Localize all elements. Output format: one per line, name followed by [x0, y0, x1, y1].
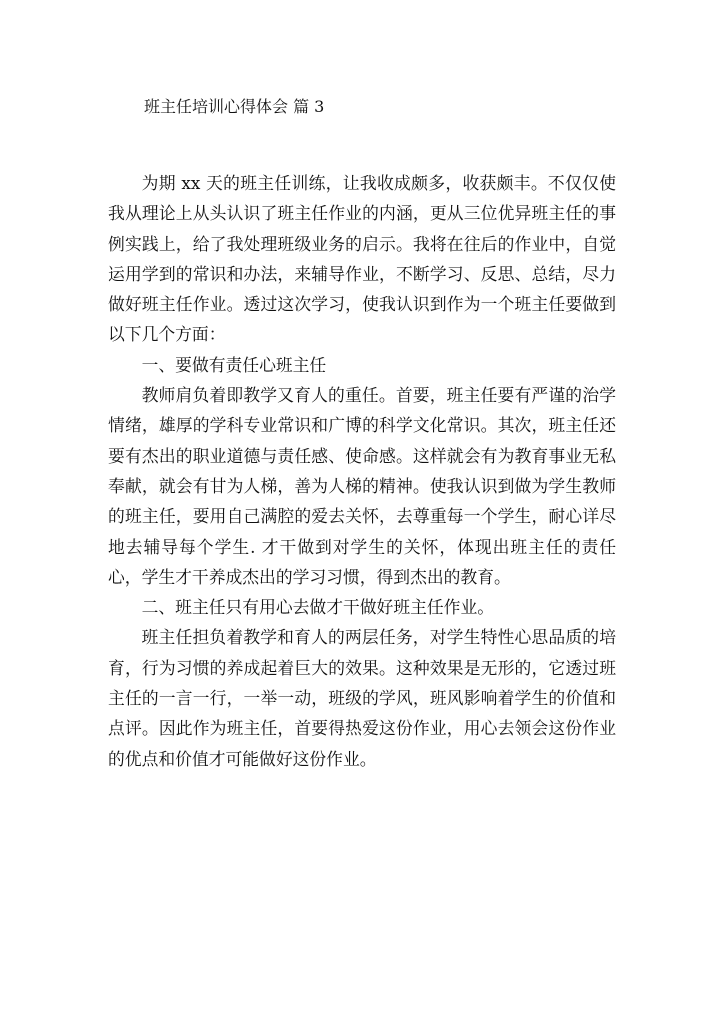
section-heading-2: 二、班主任只有用心去做才干做好班主任作业。	[141, 597, 495, 618]
document-title: 班主任培训心得体会 篇 3	[144, 97, 325, 116]
document-body	[108, 168, 616, 774]
section-heading-1: 一、要做有责任心班主任	[141, 354, 327, 375]
paragraph-responsibility: 教师肩负着即教学又育人的重任。首要，班主任要有严谨的治学情绪，雄厚的学科专业常识和广博的科学文化常识。其次，班主任还要有杰出的职业道德与责任感、使命感。这样就会有为教育事业无私奉献，就会有甘为人梯，善为人梯的精神。使我认识到做为学生教师的班主任，要用自己满腔的爱去关怀，去尊重每一个学生，耐心详尽地去辅导每个学生. 才干做到对学生的关怀，体现出班主任的责任心，学生才干养成杰出的学习习惯，得到杰出的教育。	[108, 385, 616, 587]
paragraph-dedication: 班主任担负着教学和育人的两层任务，对学生特性心思品质的培育，行为习惯的养成起着巨大的效果。这种效果是无形的，它透过班主任的一言一行，一举一动，班级的学风，班风影响着学生的价值和点评。因此作为班主任，首要得热爱这份作业，用心去领会这份作业的优点和价值才可能做好这份作业。	[108, 627, 616, 769]
paragraph-intro: 为期 xx 天的班主任训练，让我收成颇多，收获颇丰。不仅仅使我从理论上从头认识了班主任作业的内涵，更从三位优异班主任的事例实践上，给了我处理班级业务的启示。我将在往后的作业中，自觉运用学到的常识和办法，来辅导作业，不断学习、反思、总结，尽力做好班主任作业。透过这次学习，使我认识到作为一个班主任要做到以下几个方面：	[108, 173, 616, 345]
